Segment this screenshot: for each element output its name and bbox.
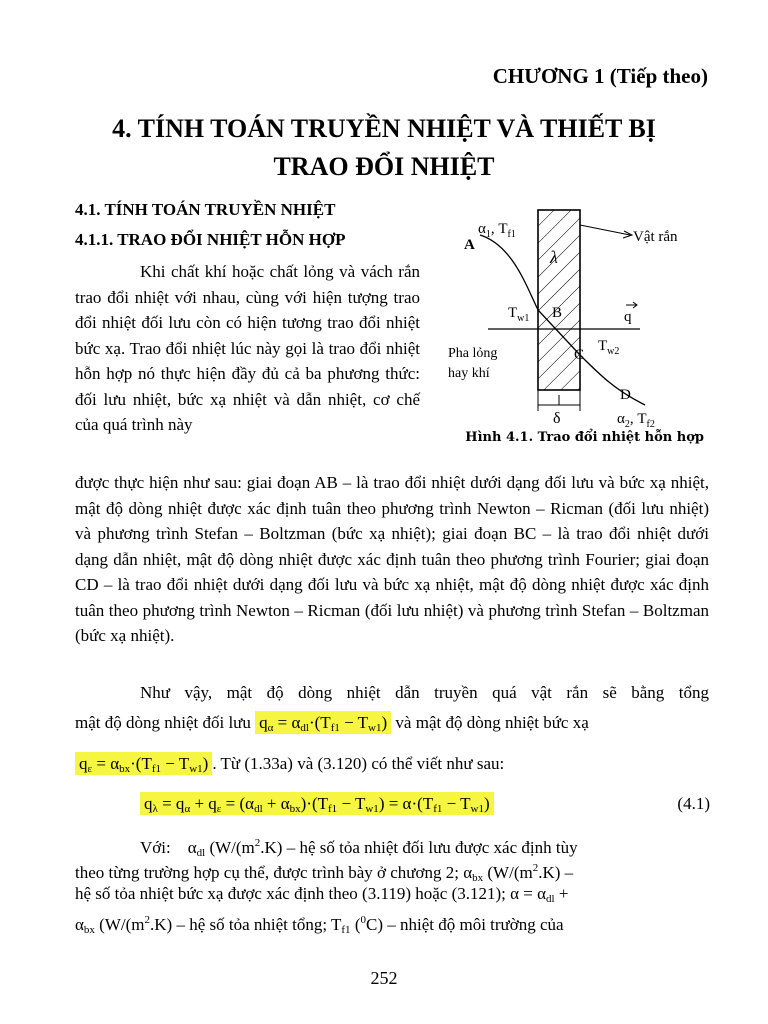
title-line-1: 4. TÍNH TOÁN TRUYỀN NHIỆT VÀ THIẾT BỊ — [112, 114, 656, 143]
page-number: 252 — [370, 968, 398, 988]
point-a: A — [464, 237, 475, 253]
paragraph2-line1: Như vậy, mật độ dòng nhiệt dẫn truyền quá vật rắn sẽ bằng tổng — [140, 683, 709, 702]
convective-flux-formula: $q_\alpha = \alpha_{dl}\cdot(T_{f1} - T_{w1})$ — [255, 711, 391, 734]
label-solid: Vật rắn — [633, 229, 678, 245]
equation-number: (4.1) — [677, 794, 710, 813]
label-fluid-1: Pha lỏng — [448, 346, 498, 361]
paragraph-narrow-text: Khi chất khí hoặc chất lỏng và vách rắn trao đổi nhiệt với nhau, cùng với hiện tượng trao đổi nhiệt đối lưu còn có hiện tương trao đổi nhiệt bức xạ. Trao đổi nhiệt lúc này gọi là trao đổi nhiệt hỗn hợp nó thực hiện đầy đủ cả ba phương thức: đối lưu nhiệt, bức xạ nhiệt và dẫn nhiệt, cơ chế của quá trình này — [75, 262, 420, 434]
heat-transfer-figure — [440, 205, 710, 435]
solid-wall — [538, 210, 580, 390]
paragraph3-line3: hệ số tỏa nhiệt bức xạ được xác định theo (3.119) hoặc (3.121); $\alpha = \alpha_{dl}$ + — [75, 884, 569, 905]
lambda-symbol: λ — [550, 247, 558, 267]
flux-symbol: q — [624, 309, 632, 325]
description-5: C) – nhiệt độ môi trường của — [365, 915, 564, 934]
svg-text:Tw2: $T_{w2}$ — [598, 338, 620, 357]
unit-text-2b: .K) – — [538, 863, 574, 882]
svg-text:Tw1: $T_{w1}$ — [508, 305, 530, 324]
description-4: .K) – hệ số tỏa nhiệt tổng; T — [150, 915, 342, 934]
unit-text-2: (W/(m — [487, 863, 533, 882]
paragraph3-line4: $\alpha_{bx}$ ($W/(m^2.K)$ – hệ số tỏa nhiệt tổng; $T_{f1}$ ($^0$C) – nhiệt độ môi trường của — [75, 914, 564, 936]
point-b: B — [552, 305, 563, 321]
paragraph2-line2 — [75, 711, 709, 740]
total-flux-formula: $q_\lambda = q_\alpha + q_\varepsilon = (\alpha_{dl} + \alpha_{bx})\cdot(T_{f1} - T_{w1}) = \alpha\cdot(T_{f1} - T_{w1})$ — [140, 792, 494, 815]
description-1: .K) – hệ số tỏa nhiệt đối lưu được xác định tùy — [260, 838, 578, 857]
paragraph3-line2: theo từng trường hợp cụ thể, được trình bày ở chương 2; $\alpha_{bx}$ ($W/(m^2.K)$ – — [75, 862, 574, 884]
label-fluid-2: hay khí — [448, 366, 490, 381]
paragraph2-line2-tail: và mật độ dòng nhiệt bức xạ — [395, 713, 589, 732]
paragraph2-line2-lead: mật độ dòng nhiệt đối lưu — [75, 713, 251, 732]
radiative-flux-formula: $q_\varepsilon = \alpha_{bx}\cdot(T_{f1} - T_{w1})$ — [75, 752, 212, 775]
paragraph-full: được thực hiện như sau: giai đoạn AB – là trao đổi nhiệt dưới dạng đối lưu và bức xạ nhiệt, mật độ dòng nhiệt được xác định tuân theo phương trình Newton – Ricman (đối lưu nhiệt) và phương trình Stefan – Boltzman (bức xạ nhiệt); giai đoạn BC – là trao đổi nhiệt dưới dạng dẫn nhiệt, mật độ dòng nhiệt được xác định tuân theo phương trình Fourier; giai đoạn CD – là trao đổi nhiệt dưới dạng đối lưu và bức xạ nhiệt, mật độ dòng nhiệt được xác định tuân theo phương trình Newton – Ricman (đối lưu nhiệt) và phương trình Stefan – Boltzman (bức xạ nhiệt). — [75, 473, 709, 645]
paragraph-narrow — [75, 259, 420, 438]
equation-4-1 — [140, 792, 710, 821]
plus-sign: + — [558, 884, 569, 903]
description-3: hệ số tỏa nhiệt bức xạ được xác định theo (3.119) hoặc (3.121); α = α — [75, 884, 547, 903]
page-title — [0, 110, 768, 186]
point-c: C — [574, 347, 585, 363]
subsection-heading: 4.1.1. TRAO ĐỔI NHIỆT HỖN HỢP — [75, 230, 346, 249]
title-line-2: TRAO ĐỔI NHIỆT — [273, 152, 495, 181]
paragraph2-line3-text: . Từ (1.33a) và (3.120) có thể viết như sau: — [212, 754, 505, 773]
description-2: theo từng trường hợp cụ thể, được trình bày ở chương 2; — [75, 863, 459, 882]
chapter-heading: CHƯƠNG 1 (Tiếp theo) — [492, 64, 708, 88]
figure-caption: Hình 4.1. Trao đổi nhiệt hỗn hợp — [465, 430, 704, 445]
unit-text-1: (W/(m — [209, 838, 255, 857]
paragraph2-line3 — [75, 752, 709, 781]
svg-text:α1, Tf1: $\alpha_1$, $T_{f1}$ — [478, 221, 516, 240]
point-d: D — [620, 387, 631, 403]
with-label: Với: — [140, 838, 171, 857]
svg-text:α2, Tf2: $\alpha_2$, $T_{f2}$ — [617, 411, 655, 430]
paragraph3-line1: Với: $\alpha_{dl}$ ($W/(m^2.K)$ – hệ số tỏa nhiệt đối lưu được xác định tùy — [140, 837, 578, 859]
unit-text-3: (W/(m — [99, 915, 145, 934]
section-heading: 4.1. TÍNH TOÁN TRUYỀN NHIỆT — [75, 200, 336, 219]
delta-symbol: δ — [553, 410, 561, 427]
